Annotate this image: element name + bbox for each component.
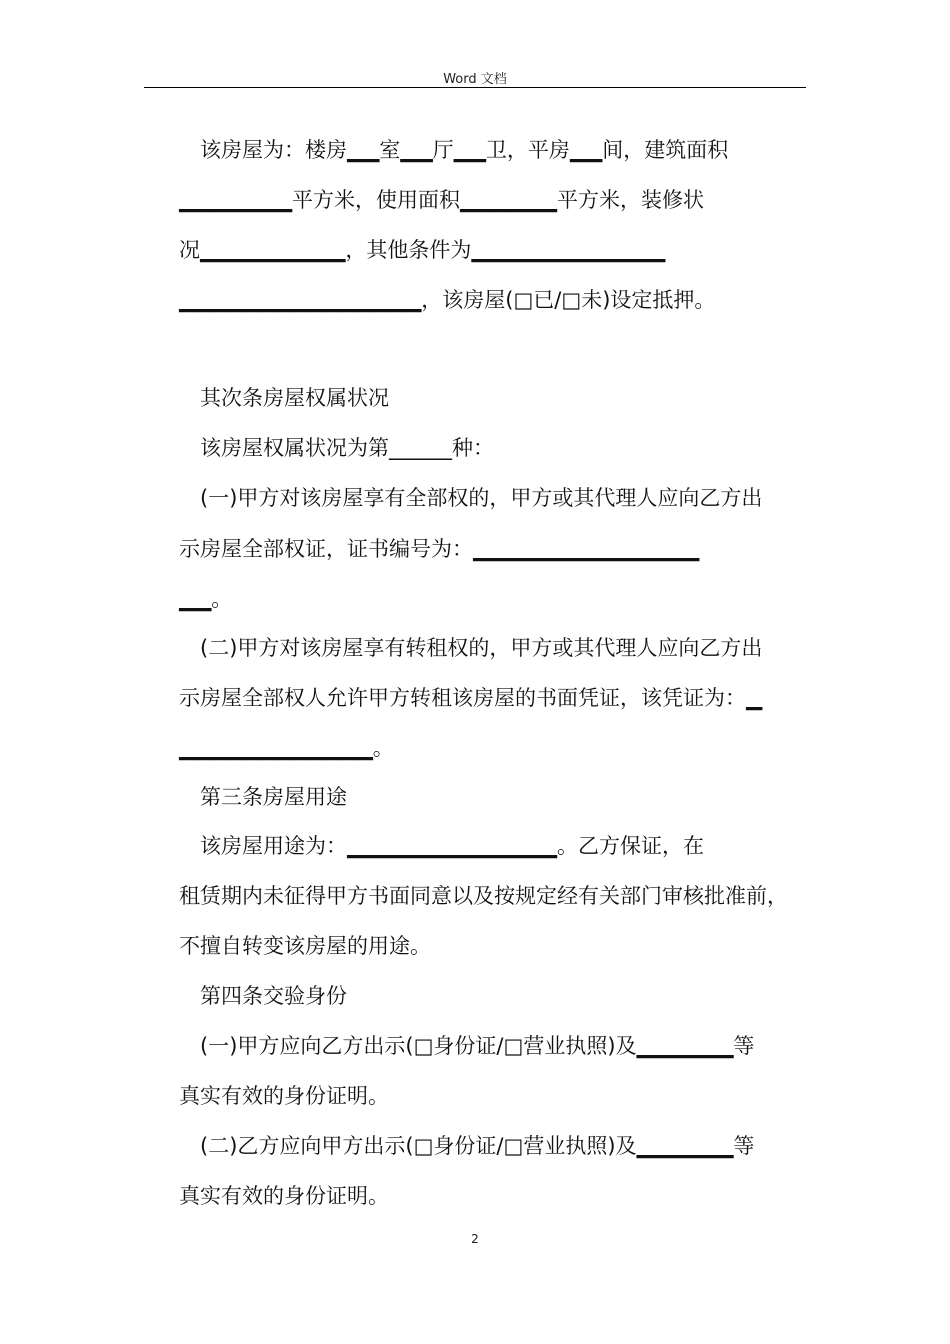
section-heading: 其次条房屋权属状况 <box>200 386 389 410</box>
paragraph-line: 示房屋全部权人允许甲方转租该房屋的书面凭证，该凭证为：▁ <box>179 686 763 710</box>
paragraph-line: 真实有效的身份证明。 <box>179 1184 389 1208</box>
paragraph-line: (二)甲方对该房屋享有转租权的，甲方或其代理人应向乙方出 <box>200 636 763 660</box>
paragraph-line: 不擅自转变该房屋的用途。 <box>179 934 431 958</box>
header-rule <box>144 87 806 88</box>
page-number: 2 <box>471 1232 479 1246</box>
paragraph-line: 该房屋权属状况为第______种： <box>200 436 494 460</box>
paragraph-line: 该房屋为：楼房▁▁室▁▁厅▁▁卫，平房▁▁间，建筑面积 <box>200 138 729 162</box>
paragraph-line: ▁▁▁▁▁▁▁▁▁▁▁▁▁▁▁，该房屋(□已/□未)设定抵押。 <box>179 288 716 312</box>
section-heading: 第三条房屋用途 <box>200 785 347 809</box>
paragraph-line: (二)乙方应向甲方出示(□身份证/□营业执照)及▁▁▁▁▁▁等 <box>200 1134 755 1158</box>
paragraph-line: ▁▁。 <box>179 587 233 611</box>
paragraph-line: 况▁▁▁▁▁▁▁▁▁，其他条件为▁▁▁▁▁▁▁▁▁▁▁▁ <box>179 238 666 262</box>
header-title: Word 文档 <box>443 72 507 87</box>
paragraph-line: 租赁期内未征得甲方书面同意以及按规定经有关部门审核批准前， <box>179 884 788 908</box>
paragraph-line: 示房屋全部权证，证书编号为：▁▁▁▁▁▁▁▁▁▁▁▁▁▁ <box>179 537 700 561</box>
paragraph-line: (一)甲方应向乙方出示(□身份证/□营业执照)及▁▁▁▁▁▁等 <box>200 1034 755 1058</box>
section-heading: 第四条交验身份 <box>200 984 347 1008</box>
paragraph-line: ▁▁▁▁▁▁▁平方米，使用面积▁▁▁▁▁▁平方米，装修状 <box>179 188 704 212</box>
paragraph-line: ▁▁▁▁▁▁▁▁▁▁▁▁。 <box>179 736 394 760</box>
paragraph-line: 真实有效的身份证明。 <box>179 1084 389 1108</box>
paragraph-line: (一)甲方对该房屋享有全部权的，甲方或其代理人应向乙方出 <box>200 486 763 510</box>
paragraph-line: 该房屋用途为：▁▁▁▁▁▁▁▁▁▁▁▁▁。乙方保证，在 <box>200 834 704 858</box>
